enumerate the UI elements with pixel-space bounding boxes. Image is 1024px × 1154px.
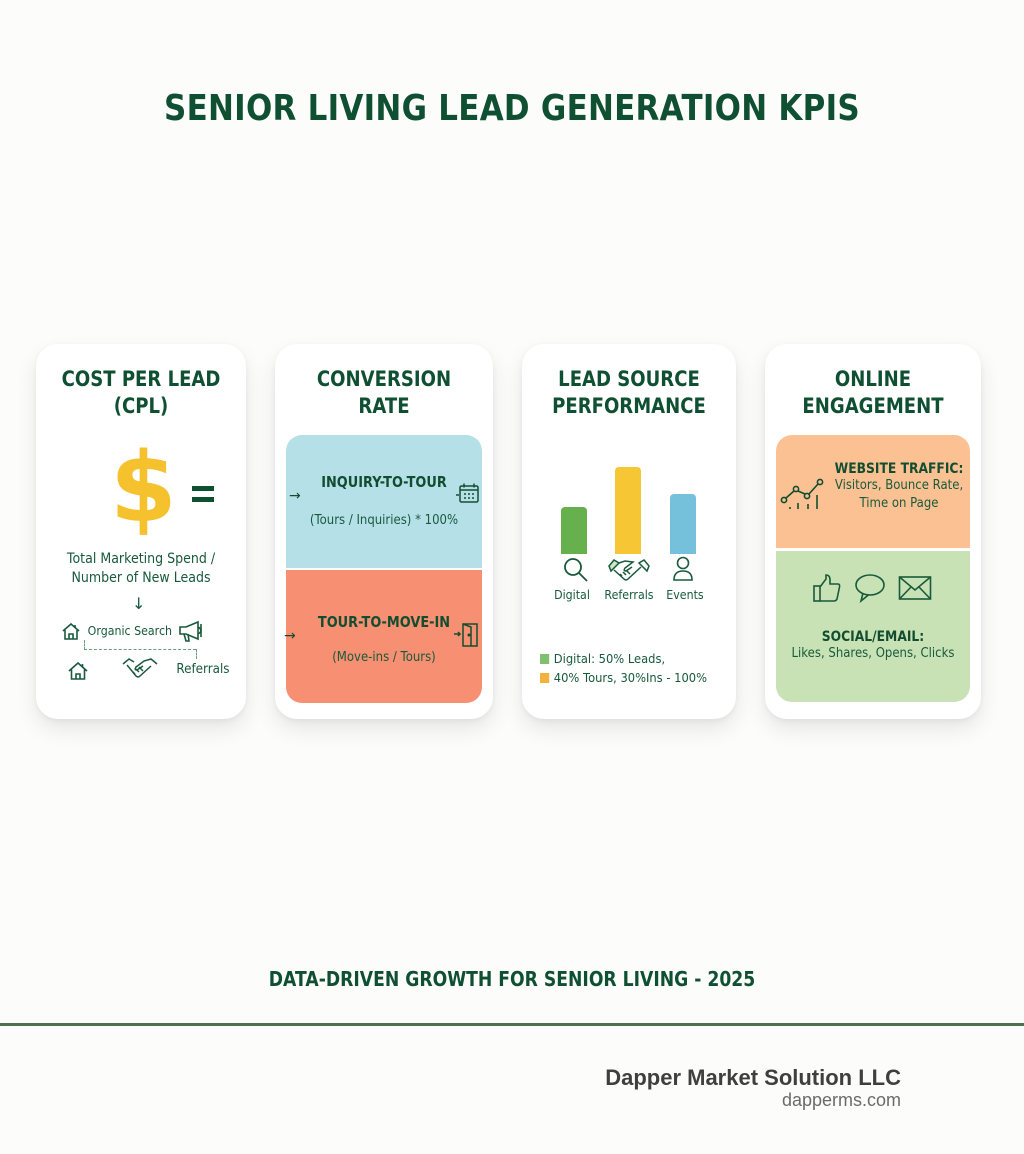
down-arrow-icon: ↓ [132, 594, 146, 613]
category-label: Referrals [604, 588, 654, 602]
card-title: ONLINE ENGAGEMENT [802, 367, 944, 418]
dollar-sign-icon: $ [110, 432, 177, 544]
card-title: CONVERSION RATE [316, 367, 452, 418]
line-chart-icon [780, 477, 826, 513]
card-cost-per-lead [36, 344, 246, 719]
handshake-icon [608, 556, 650, 584]
stage-heading: INQUIRY-TO-TOUR [321, 473, 447, 491]
chart-legend [540, 649, 722, 687]
card-title: COST PER LEAD (CPL) [61, 367, 221, 418]
social-email-text: SOCIAL/EMAIL: Likes, Shares, Opens, Clicks [791, 629, 955, 661]
website-traffic-panel [776, 435, 970, 548]
home-icon [68, 662, 88, 680]
bar-referrals [615, 467, 641, 554]
card-lead-source-performance [522, 344, 736, 719]
handshake-icon [122, 656, 158, 682]
page-title: SENIOR LIVING LEAD GENERATION KPIS [164, 88, 860, 129]
company-name: Dapper Market Solution LLC [605, 1065, 901, 1090]
source-organic-search: Organic Search [62, 620, 206, 642]
source-handshake [122, 656, 158, 682]
thumbs-up-icon [812, 573, 842, 603]
card-conversion-rate [275, 344, 493, 719]
cpl-formula: Total Marketing Spend / Number of New Leads [66, 551, 216, 586]
inquiry-to-tour-panel [286, 435, 482, 568]
bar-events [670, 494, 696, 554]
legend-item: Digital: 50% Leads, [540, 649, 707, 668]
envelope-icon [898, 575, 932, 601]
magnifier-icon [562, 556, 590, 584]
legend-item: 40% Tours, 30%Ins - 100% [540, 668, 707, 687]
connector-line [84, 649, 196, 653]
speech-bubble-icon [854, 573, 886, 603]
home-icon [62, 623, 80, 640]
right-arrow-icon: → [284, 628, 296, 644]
company-website: dapperms.com [781, 1090, 901, 1110]
source-referrals: Referrals [176, 662, 230, 677]
legend-swatch [540, 654, 549, 664]
source-home [68, 662, 88, 680]
equals-sign-icon [192, 486, 214, 502]
person-icon [672, 556, 694, 582]
calendar-icon [456, 482, 480, 504]
stage-formula: (Move-ins / Tours) [332, 650, 436, 665]
door-icon [454, 622, 480, 648]
stage-formula: (Tours / Inquiries) * 100% [309, 513, 459, 528]
card-online-engagement [765, 344, 981, 719]
social-email-panel [776, 551, 970, 702]
legend-swatch [540, 673, 549, 683]
card-title: LEAD SOURCE PERFORMANCE [552, 367, 706, 418]
stage-heading: TOUR-TO-MOVE-IN [317, 613, 451, 631]
category-label: Events [666, 588, 704, 602]
bar-digital [561, 507, 587, 554]
connector-line [196, 649, 197, 659]
tagline: DATA-DRIVEN GROWTH FOR SENIOR LIVING - 2025 [268, 967, 756, 991]
tour-to-move-in-panel [286, 570, 482, 703]
divider [0, 1023, 1024, 1026]
bar-chart [522, 444, 736, 554]
megaphone-icon [178, 620, 206, 642]
right-arrow-icon: → [289, 488, 301, 504]
category-label: Digital [554, 588, 590, 602]
social-icons [812, 573, 932, 603]
website-traffic-text: WEBSITE TRAFFIC: Visitors, Bounce Rate, Time on Page [834, 461, 964, 511]
